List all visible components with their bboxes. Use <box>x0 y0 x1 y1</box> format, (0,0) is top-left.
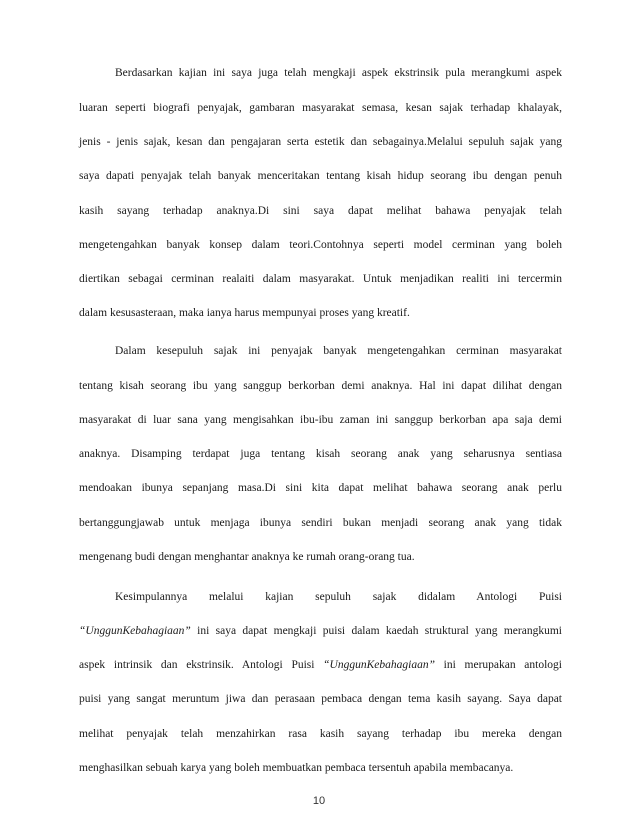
paragraph-3-text: aspek intrinsik dan ekstrinsik. Antologi Puisi <box>79 659 324 671</box>
paragraph-3-line <box>79 658 562 672</box>
paragraph-1-line: kasih sayang terhadap anaknya.Di sini saya dapat melihat bahawa penyajak telah <box>79 205 562 217</box>
paragraph-2-line: tentang kisah seorang ibu yang sanggup berkorban demi anaknya. Hal ini dapat dilihat dengan <box>79 380 562 392</box>
paragraph-3-line: melihat penyajak telah menzahirkan rasa kasih sayang terhadap ibu mereka dengan <box>79 728 562 740</box>
paragraph-1-line: jenis - jenis sajak, kesan dan pengajaran serta estetik dan sebagainya.Melalui sepuluh sajak yang <box>79 136 562 148</box>
paragraph-3-line: puisi yang sangat meruntum jiwa dan perasaan pembaca dengan tema kasih sayang. Saya dapat <box>79 693 562 705</box>
paragraph-3-line: menghasilkan sebuah karya yang boleh membuatkan pembaca tersentuh apabila membacanya. <box>79 762 514 774</box>
paragraph-1-line: mengetengahkan banyak konsep dalam teori.Contohnya seperti model cerminan yang boleh <box>79 239 562 251</box>
paragraph-3-line <box>79 624 562 638</box>
page-number: 10 <box>312 795 326 807</box>
paragraph-1-line: dalam kesusasteraan, maka ianya harus mempunyai proses yang kreatif. <box>79 307 410 319</box>
paragraph-2-line: masyarakat di luar sana yang mengisahkan ibu-ibu zaman ini sanggup berkorban apa saja demi <box>79 414 562 426</box>
paragraph-2-line: Dalam kesepuluh sajak ini penyajak banyak mengetengahkan cerminan masyarakat <box>115 345 562 357</box>
paragraph-3-text: ini saya dapat mengkaji puisi dalam kaedah struktural yang merangkumi <box>190 625 562 637</box>
paragraph-1-line: Berdasarkan kajian ini saya juga telah mengkaji aspek ekstrinsik pula merangkumi aspek <box>115 67 562 79</box>
paragraph-2-line: mengenang budi dengan menghantar anaknya ke rumah orang-orang tua. <box>79 551 415 563</box>
paragraph-1-line: diertikan sebagai cerminan realaiti dalam masyarakat. Untuk menjadikan realiti ini tercermin <box>79 273 562 285</box>
anthology-title: “UnggunKebahagiaan” <box>323 659 435 671</box>
anthology-title: “UnggunKebahagiaan” <box>79 625 191 637</box>
paragraph-2-line: anaknya. Disamping terdapat juga tentang kisah seorang anak yang seharusnya sentiasa <box>79 448 562 460</box>
paragraph-3-text: ini merupakan antologi <box>434 659 562 671</box>
paragraph-1-line: luaran seperti biografi penyajak, gambaran masyarakat semasa, kesan sajak terhadap khalayak, <box>79 102 562 114</box>
paragraph-3-line: Kesimpulannya melalui kajian sepuluh sajak didalam Antologi Puisi <box>115 591 562 603</box>
paragraph-2-line: bertanggungjawab untuk menjaga ibunya sendiri bukan menjadi seorang anak yang tidak <box>79 517 562 529</box>
paragraph-2-line: mendoakan ibunya sepanjang masa.Di sini kita dapat melihat bahawa seorang anak perlu <box>79 482 562 494</box>
paragraph-1-line: saya dapati penyajak telah banyak menceritakan tentang kisah hidup seorang ibu dengan penuh <box>79 170 562 182</box>
